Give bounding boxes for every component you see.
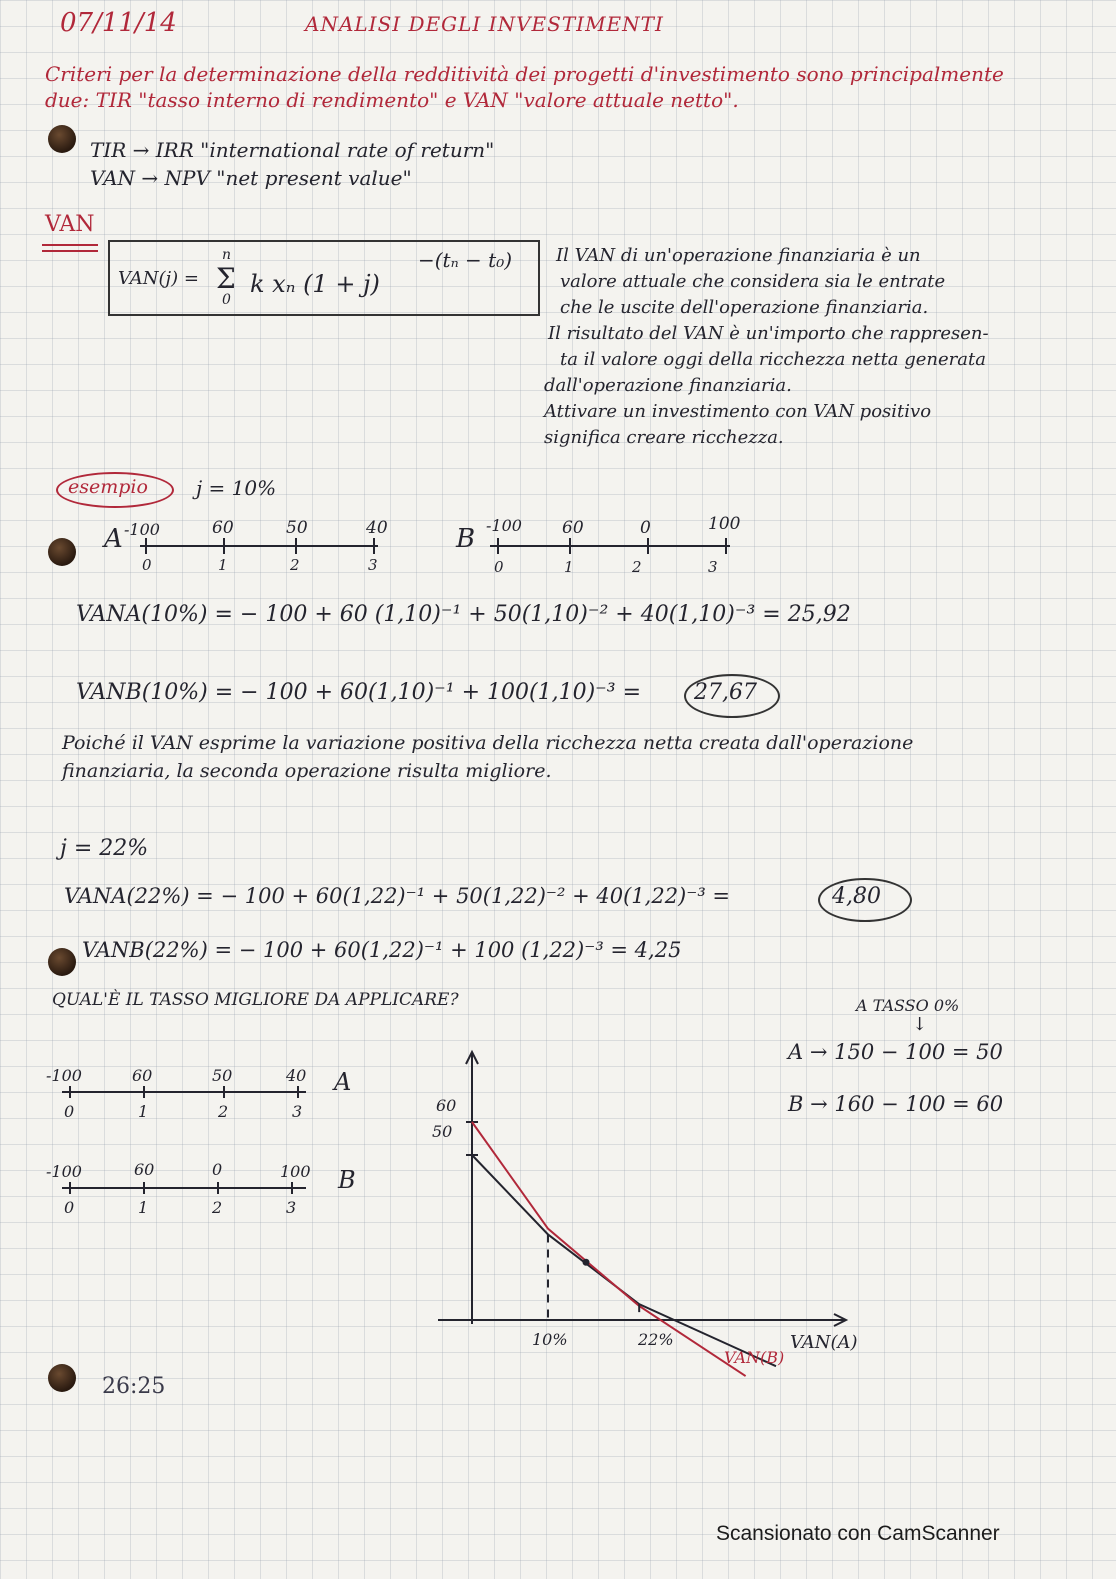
small-b-flow: 0 xyxy=(212,1160,223,1179)
small-b-flow: 60 xyxy=(134,1160,155,1179)
small-a-time: 3 xyxy=(292,1102,303,1121)
timeline-a-flow: 40 xyxy=(366,518,388,538)
chart-x-tick: 22% xyxy=(638,1330,674,1349)
timeline-a-flow: -100 xyxy=(124,520,160,539)
formula-sum-top: n xyxy=(222,247,232,263)
timeline-b-time: 3 xyxy=(708,558,718,576)
acronym-tir: TIR → IRR "international rate of return" xyxy=(90,138,495,162)
example-label: esempio xyxy=(68,476,148,498)
van-desc-line: dall'operazione finanziaria. xyxy=(544,375,792,396)
van-a-10-calc: VANA(10%) = − 100 + 60 (1,10)⁻¹ + 50(1,10)⁻² + 40(1,10)⁻³ = 25,92 xyxy=(76,602,851,627)
zero-rate-arrow: ↓ xyxy=(912,1014,928,1035)
zero-rate-heading: A TASSO 0% xyxy=(856,996,960,1015)
chart-intersection-point xyxy=(583,1259,590,1266)
small-a-flow: 60 xyxy=(132,1066,153,1085)
footer-note: 26:25 xyxy=(102,1374,166,1399)
chart-x-tick: 10% xyxy=(532,1330,568,1349)
bullet-icon xyxy=(48,1364,76,1392)
van-desc-line: ta il valore oggi della ricchezza netta generata xyxy=(560,349,986,370)
van-desc-line: significa creare ricchezza. xyxy=(544,427,784,448)
van-b-10-result: 27,67 xyxy=(694,680,757,705)
timeline-a-time: 0 xyxy=(142,556,152,574)
date: 07/11/14 xyxy=(60,8,177,38)
zero-rate-b: B → 160 − 100 = 60 xyxy=(788,1092,1004,1116)
timeline-a-time: 2 xyxy=(290,556,300,574)
chart-legend-van-b: VAN(B) xyxy=(724,1348,785,1367)
small-b-flow: 100 xyxy=(280,1162,311,1181)
formula-body: k xₙ (1 + j) xyxy=(250,270,380,298)
page-title: ANALISI DEGLI INVESTIMENTI xyxy=(305,12,664,36)
timeline-a-flow: 50 xyxy=(286,518,308,538)
van-b-22-calc: VANB(22%) = − 100 + 60(1,22)⁻¹ + 100 (1,22)⁻³ = 4,25 xyxy=(82,938,682,962)
van-b-10-calc: VANB(10%) = − 100 + 60(1,10)⁻¹ + 100(1,10)⁻³ = xyxy=(76,680,642,705)
acronym-van: VAN → NPV "net present value" xyxy=(90,166,412,190)
conclusion-line-1: Poiché il VAN esprime la variazione positiva della ricchezza netta creata dall'operazione xyxy=(62,732,914,754)
timeline-b-time: 2 xyxy=(632,558,642,576)
van-heading: VAN xyxy=(45,212,95,237)
formula-lhs: VAN(j) = xyxy=(118,268,199,289)
timeline-b-time: 0 xyxy=(494,558,504,576)
timeline-b-flow: -100 xyxy=(486,516,522,535)
van-desc-line: valore attuale che considera sia le entrate xyxy=(560,271,946,292)
chart-legend-van-a: VAN(A) xyxy=(790,1332,858,1353)
van-a-22-result: 4,80 xyxy=(832,884,881,909)
small-a-name: A xyxy=(334,1068,352,1096)
van-desc-line: Il risultato del VAN è un'importo che rappresen- xyxy=(548,323,989,344)
small-a-flow: 40 xyxy=(286,1066,307,1085)
question: QUAL'È IL TASSO MIGLIORE DA APPLICARE? xyxy=(52,990,459,1010)
timeline-a-time: 3 xyxy=(368,556,378,574)
small-a-flow: -100 xyxy=(46,1066,82,1085)
small-b-time: 2 xyxy=(212,1198,223,1217)
zero-rate-a: A → 150 − 100 = 50 xyxy=(788,1040,1003,1064)
small-a-time: 1 xyxy=(138,1102,149,1121)
small-a-time: 0 xyxy=(64,1102,75,1121)
intro-line-1: Criteri per la determinazione della redditività dei progetti d'investimento sono principalmente xyxy=(45,62,1004,86)
timeline-b-time: 1 xyxy=(564,558,574,576)
formula-sum-bottom: 0 xyxy=(222,292,231,308)
chart-y-tick: 60 xyxy=(436,1096,457,1115)
rate-22: j = 22% xyxy=(60,836,149,861)
example-rate: j = 10% xyxy=(196,476,277,500)
conclusion-line-2: finanziaria, la seconda operazione risulta migliore. xyxy=(62,760,552,782)
timeline-a-time: 1 xyxy=(218,556,228,574)
small-b-time: 0 xyxy=(64,1198,75,1217)
small-a-time: 2 xyxy=(218,1102,229,1121)
chart-y-tick: 50 xyxy=(432,1122,453,1141)
van-a-22-calc: VANA(22%) = − 100 + 60(1,22)⁻¹ + 50(1,22)⁻² + 40(1,22)⁻³ = xyxy=(64,884,731,908)
van-desc-line: Il VAN di un'operazione finanziaria è un xyxy=(556,245,921,266)
small-b-time: 1 xyxy=(138,1198,149,1217)
small-b-time: 3 xyxy=(286,1198,297,1217)
timeline-a-flow: 60 xyxy=(212,518,234,538)
chart-series-line xyxy=(472,1122,746,1376)
van-desc-line: Attivare un investimento con VAN positivo xyxy=(544,401,932,422)
timeline-b-flow: 0 xyxy=(640,518,651,538)
small-b-name: B xyxy=(338,1166,356,1194)
timeline-b-flow: 60 xyxy=(562,518,584,538)
timeline-a-name: A xyxy=(104,524,123,554)
timeline-b-flow: 100 xyxy=(708,514,741,534)
formula-sum: Σ xyxy=(216,262,236,295)
small-b-flow: -100 xyxy=(46,1162,82,1181)
van-desc-line: che le uscite dell'operazione finanziaria. xyxy=(560,297,929,318)
intro-line-2: due: TIR "tasso interno di rendimento" e VAN "valore attuale netto". xyxy=(45,88,739,112)
small-a-flow: 50 xyxy=(212,1066,233,1085)
timeline-b-name: B xyxy=(456,524,476,554)
scanner-watermark: Scansionato con CamScanner xyxy=(716,1522,1000,1545)
formula-exponent: −(tₙ − t₀) xyxy=(418,248,513,272)
